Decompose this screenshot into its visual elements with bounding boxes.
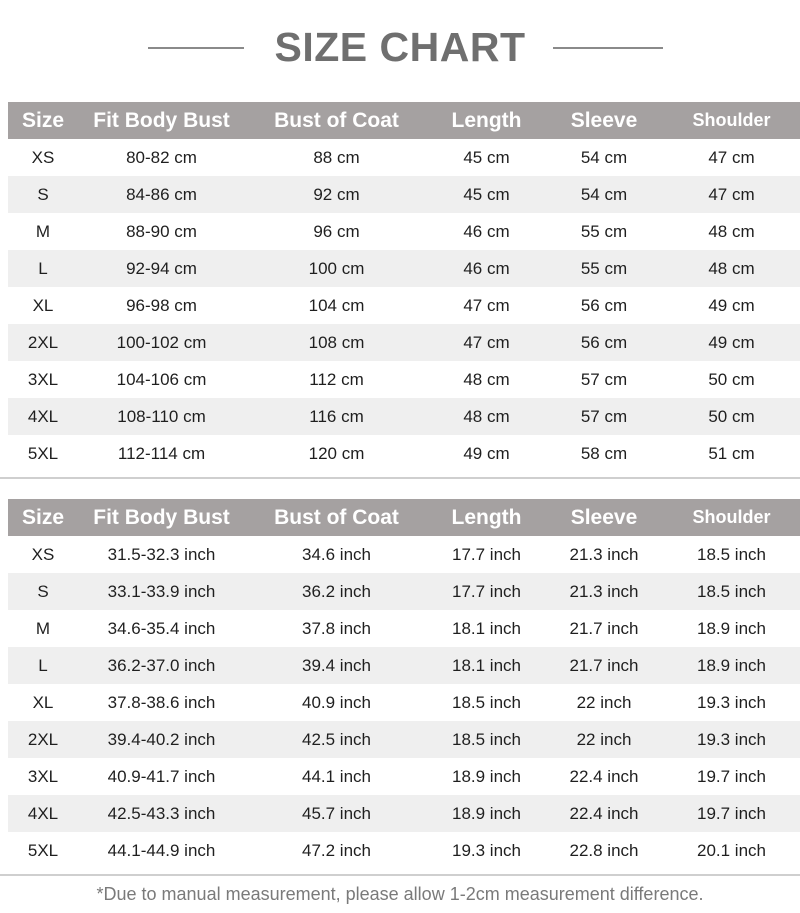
measurement-cell: 47 cm — [663, 139, 800, 176]
measurement-cell: 120 cm — [245, 435, 428, 472]
measurement-cell: 49 cm — [663, 287, 800, 324]
measurement-cell: 19.3 inch — [428, 832, 545, 869]
size-label-cell: L — [8, 250, 78, 287]
table-row — [8, 324, 800, 361]
table-row — [8, 287, 800, 324]
measurement-cell: 96 cm — [245, 213, 428, 250]
measurement-cell: 49 cm — [663, 324, 800, 361]
measurement-cell: 88-90 cm — [78, 213, 245, 250]
measurement-cell: 36.2-37.0 inch — [78, 647, 245, 684]
measurement-cell: 84-86 cm — [78, 176, 245, 213]
measurement-cell: 39.4 inch — [245, 647, 428, 684]
measurement-cell: 48 cm — [428, 361, 545, 398]
table-row — [8, 758, 800, 795]
measurement-cell: 18.9 inch — [428, 795, 545, 832]
column-header: Fit Body Bust — [78, 102, 245, 139]
measurement-cell: 22.8 inch — [545, 832, 663, 869]
table-row — [8, 435, 800, 472]
table-row — [8, 213, 800, 250]
size-label-cell: 5XL — [8, 435, 78, 472]
measurement-cell: 48 cm — [428, 398, 545, 435]
measurement-footnote: *Due to manual measurement, please allow 1-2cm measurement difference. — [96, 884, 704, 904]
table-row — [8, 250, 800, 287]
measurement-cell: 47 cm — [428, 287, 545, 324]
measurement-cell: 42.5-43.3 inch — [78, 795, 245, 832]
section-divider — [0, 477, 800, 479]
measurement-cell: 112 cm — [245, 361, 428, 398]
measurement-cell: 47 cm — [663, 176, 800, 213]
size-label-cell: M — [8, 610, 78, 647]
table-row — [8, 684, 800, 721]
measurement-cell: 108-110 cm — [78, 398, 245, 435]
title-rule-left — [148, 47, 244, 49]
measurement-cell: 18.9 inch — [428, 758, 545, 795]
table-header-row — [8, 499, 800, 536]
column-header: Bust of Coat — [245, 499, 428, 536]
size-label-cell: XL — [8, 684, 78, 721]
size-label-cell: 4XL — [8, 795, 78, 832]
measurement-cell: 96-98 cm — [78, 287, 245, 324]
measurement-cell: 19.7 inch — [663, 795, 800, 832]
measurement-cell: 34.6-35.4 inch — [78, 610, 245, 647]
title-bar — [0, 22, 800, 72]
measurement-cell: 44.1 inch — [245, 758, 428, 795]
table-row — [8, 647, 800, 684]
measurement-cell: 22 inch — [545, 684, 663, 721]
measurement-cell: 46 cm — [428, 250, 545, 287]
measurement-cell: 45 cm — [428, 176, 545, 213]
measurement-cell: 17.7 inch — [428, 536, 545, 573]
table-row — [8, 536, 800, 573]
measurement-cell: 39.4-40.2 inch — [78, 721, 245, 758]
measurement-cell: 44.1-44.9 inch — [78, 832, 245, 869]
measurement-cell: 57 cm — [545, 361, 663, 398]
measurement-cell: 56 cm — [545, 324, 663, 361]
column-header: Bust of Coat — [245, 102, 428, 139]
size-label-cell: S — [8, 573, 78, 610]
measurement-cell: 100-102 cm — [78, 324, 245, 361]
table-row — [8, 139, 800, 176]
table-row — [8, 795, 800, 832]
column-header: Size — [8, 102, 78, 139]
measurement-cell: 92-94 cm — [78, 250, 245, 287]
size-table-inch — [8, 499, 800, 869]
measurement-cell: 55 cm — [545, 213, 663, 250]
column-header: Length — [428, 499, 545, 536]
measurement-cell: 40.9 inch — [245, 684, 428, 721]
table-row — [8, 573, 800, 610]
size-label-cell: 5XL — [8, 832, 78, 869]
measurement-cell: 92 cm — [245, 176, 428, 213]
measurement-cell: 54 cm — [545, 176, 663, 213]
size-label-cell: 3XL — [8, 361, 78, 398]
size-label-cell: 2XL — [8, 324, 78, 361]
measurement-cell: 18.5 inch — [428, 721, 545, 758]
table-row — [8, 176, 800, 213]
size-label-cell: XS — [8, 139, 78, 176]
measurement-cell: 36.2 inch — [245, 573, 428, 610]
measurement-cell: 88 cm — [245, 139, 428, 176]
column-header: Size — [8, 499, 78, 536]
measurement-cell: 116 cm — [245, 398, 428, 435]
column-header: Shoulder — [663, 102, 800, 139]
measurement-cell: 33.1-33.9 inch — [78, 573, 245, 610]
size-label-cell: XL — [8, 287, 78, 324]
measurement-cell: 49 cm — [428, 435, 545, 472]
measurement-cell: 34.6 inch — [245, 536, 428, 573]
size-label-cell: 3XL — [8, 758, 78, 795]
measurement-cell: 40.9-41.7 inch — [78, 758, 245, 795]
measurement-cell: 50 cm — [663, 398, 800, 435]
size-label-cell: XS — [8, 536, 78, 573]
measurement-cell: 37.8-38.6 inch — [78, 684, 245, 721]
column-header: Length — [428, 102, 545, 139]
measurement-cell: 47.2 inch — [245, 832, 428, 869]
size-label-cell: L — [8, 647, 78, 684]
measurement-cell: 22.4 inch — [545, 795, 663, 832]
table-row — [8, 361, 800, 398]
measurement-cell: 18.1 inch — [428, 610, 545, 647]
measurement-cell: 21.7 inch — [545, 647, 663, 684]
column-header: Sleeve — [545, 499, 663, 536]
measurement-cell: 100 cm — [245, 250, 428, 287]
table-header-row — [8, 102, 800, 139]
measurement-cell: 37.8 inch — [245, 610, 428, 647]
table-row — [8, 610, 800, 647]
section-divider — [0, 874, 800, 876]
measurement-cell: 45.7 inch — [245, 795, 428, 832]
measurement-cell: 48 cm — [663, 250, 800, 287]
measurement-cell: 19.3 inch — [663, 684, 800, 721]
measurement-cell: 21.7 inch — [545, 610, 663, 647]
measurement-cell: 19.7 inch — [663, 758, 800, 795]
measurement-cell: 46 cm — [428, 213, 545, 250]
size-table-cm — [8, 102, 800, 472]
table-row — [8, 832, 800, 869]
measurement-cell: 45 cm — [428, 139, 545, 176]
measurement-cell: 108 cm — [245, 324, 428, 361]
measurement-cell: 112-114 cm — [78, 435, 245, 472]
measurement-cell: 18.9 inch — [663, 647, 800, 684]
measurement-cell: 54 cm — [545, 139, 663, 176]
column-header: Fit Body Bust — [78, 499, 245, 536]
measurement-cell: 57 cm — [545, 398, 663, 435]
measurement-cell: 47 cm — [428, 324, 545, 361]
measurement-cell: 19.3 inch — [663, 721, 800, 758]
measurement-cell: 58 cm — [545, 435, 663, 472]
page-title: SIZE CHART — [274, 24, 526, 70]
measurement-cell: 21.3 inch — [545, 573, 663, 610]
measurement-cell: 31.5-32.3 inch — [78, 536, 245, 573]
measurement-cell: 18.5 inch — [663, 573, 800, 610]
measurement-cell: 56 cm — [545, 287, 663, 324]
size-label-cell: S — [8, 176, 78, 213]
measurement-cell: 104 cm — [245, 287, 428, 324]
column-header: Shoulder — [663, 499, 800, 536]
measurement-cell: 42.5 inch — [245, 721, 428, 758]
table-row — [8, 398, 800, 435]
measurement-cell: 21.3 inch — [545, 536, 663, 573]
column-header: Sleeve — [545, 102, 663, 139]
size-label-cell: 2XL — [8, 721, 78, 758]
measurement-cell: 51 cm — [663, 435, 800, 472]
measurement-cell: 18.5 inch — [428, 684, 545, 721]
size-label-cell: M — [8, 213, 78, 250]
measurement-cell: 22 inch — [545, 721, 663, 758]
measurement-cell: 22.4 inch — [545, 758, 663, 795]
measurement-cell: 104-106 cm — [78, 361, 245, 398]
measurement-cell: 48 cm — [663, 213, 800, 250]
measurement-cell: 18.5 inch — [663, 536, 800, 573]
measurement-cell: 55 cm — [545, 250, 663, 287]
measurement-cell: 17.7 inch — [428, 573, 545, 610]
title-rule-right — [553, 47, 663, 49]
size-label-cell: 4XL — [8, 398, 78, 435]
measurement-cell: 20.1 inch — [663, 832, 800, 869]
table-row — [8, 721, 800, 758]
measurement-cell: 50 cm — [663, 361, 800, 398]
measurement-cell: 18.9 inch — [663, 610, 800, 647]
measurement-cell: 18.1 inch — [428, 647, 545, 684]
measurement-cell: 80-82 cm — [78, 139, 245, 176]
